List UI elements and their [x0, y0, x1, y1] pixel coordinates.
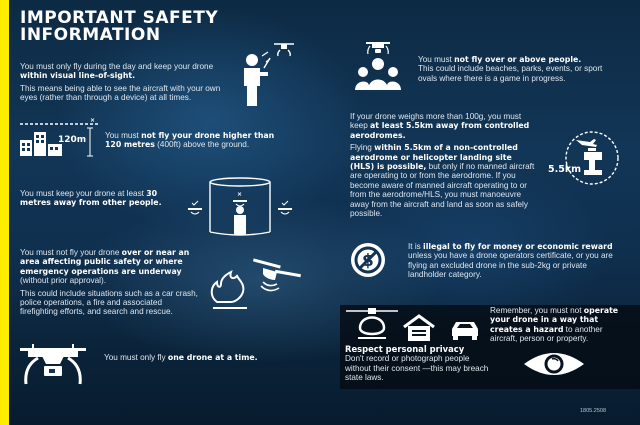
svg-text:120m: 120m: [58, 135, 87, 145]
privacy-heading: Respect personal privacy: [345, 344, 465, 354]
person-exclusion-zone-icon: [178, 174, 302, 242]
rule-detail: Don't record or photograph people without their consent —this may breach state laws.: [345, 354, 489, 383]
rule-text: You must: [418, 55, 455, 64]
rule-text: You must keep your drone at least: [20, 189, 147, 198]
page-title: IMPORTANT SAFETY INFORMATION: [20, 8, 219, 45]
rule-hazard: [490, 306, 630, 347]
rule-emphasis: over or near an area affecting public safety or where emergency operations are underway: [20, 248, 190, 276]
svg-text:$: $: [362, 251, 374, 271]
rule-emphasis: at least 5.5km away from controlled aerodromes.: [350, 121, 530, 140]
rule-emphasis: within visual line-of-sight.: [20, 71, 136, 81]
rule-line-of-sight: [20, 62, 235, 106]
rule-emphasis: within 5.5km of a non-controlled aerodrome or helicopter landing site (HLS) is possible,: [350, 143, 518, 172]
rule-text: You must only fly during the day and keep your drone: [20, 62, 214, 71]
rule-text: Remember, you must not: [490, 306, 584, 315]
rule-detail: but only if no manned aircraft are operating to or from the aerodrome. If you become aware of manned aircraft operating to or from the aerodrome/HLS, you must manoeuvre away from the aircraft and land as soon as safely possible.: [350, 162, 535, 219]
rule-money: [408, 242, 613, 283]
rule-aerodromes: [350, 112, 535, 221]
house-icon: [402, 314, 436, 342]
control-tower-radius-icon: [548, 128, 636, 188]
rule-emphasis: not fly over or above people.: [454, 55, 582, 64]
rule-detail: This could include beaches, parks, events, or sport ovals where there is a game in progress.: [418, 64, 603, 83]
rule-emphasis: illegal to fly for money or economic reward: [423, 242, 613, 251]
rule-one-drone: [104, 353, 304, 365]
rule-text: to another aircraft, person or property.: [490, 324, 603, 344]
rule-emergency: [20, 248, 200, 320]
buildings-height-limit-icon: [18, 118, 98, 158]
rule-text: You must not fly your drone: [20, 248, 122, 257]
accent-bar: [0, 0, 9, 425]
helicopter-icon: [346, 308, 398, 340]
drone-icon: [18, 342, 88, 388]
person-with-controller-and-drone-icon: [230, 38, 310, 108]
rule-text: It is: [408, 242, 424, 251]
rule-text: Flying: [350, 143, 375, 153]
rule-privacy: [345, 345, 495, 386]
rule-emphasis: not fly your drone higher than 120 metres: [105, 131, 275, 150]
document-code: 1805.2508: [580, 408, 606, 414]
rule-text: You must: [105, 131, 142, 140]
rule-text: unless you have a drone operators certificate, or you are flying an excluded drone in the sub-2kg or private landholder category.: [408, 251, 613, 280]
rule-height: [105, 131, 285, 153]
crowd-with-drone-icon: [348, 40, 408, 92]
rule-emphasis: 30 metres away from other people.: [20, 189, 162, 208]
rule-distance-people: [20, 189, 170, 211]
svg-text:×: ×: [237, 191, 243, 198]
svg-text:×: ×: [90, 118, 96, 124]
svg-text:5.5km: 5.5km: [548, 164, 582, 175]
rule-emphasis: one drone at a time.: [167, 353, 258, 362]
rule-text: (400ft) above the ground.: [154, 140, 250, 150]
rule-detail: This could include situations such as a car crash, police operations, a fire and associated firefighting efforts, and search and rescue.: [20, 288, 198, 317]
rule-text: If your drone weighs more than 100g, you must keep: [350, 112, 522, 131]
car-icon: [450, 318, 480, 340]
rule-text: You must only fly: [104, 353, 168, 362]
rule-text: (without prior approval).: [20, 276, 107, 286]
rule-detail: This means being able to see the aircraft with your own eyes (rather than through a device) at all times.: [20, 83, 221, 103]
rule-over-people: [418, 55, 618, 86]
rule-emphasis: operate your drone in a way that creates a hazard: [490, 306, 619, 334]
no-dollar-icon: [350, 242, 386, 278]
fire-and-drone-icon: [205, 252, 315, 312]
eye-icon: [522, 350, 586, 378]
